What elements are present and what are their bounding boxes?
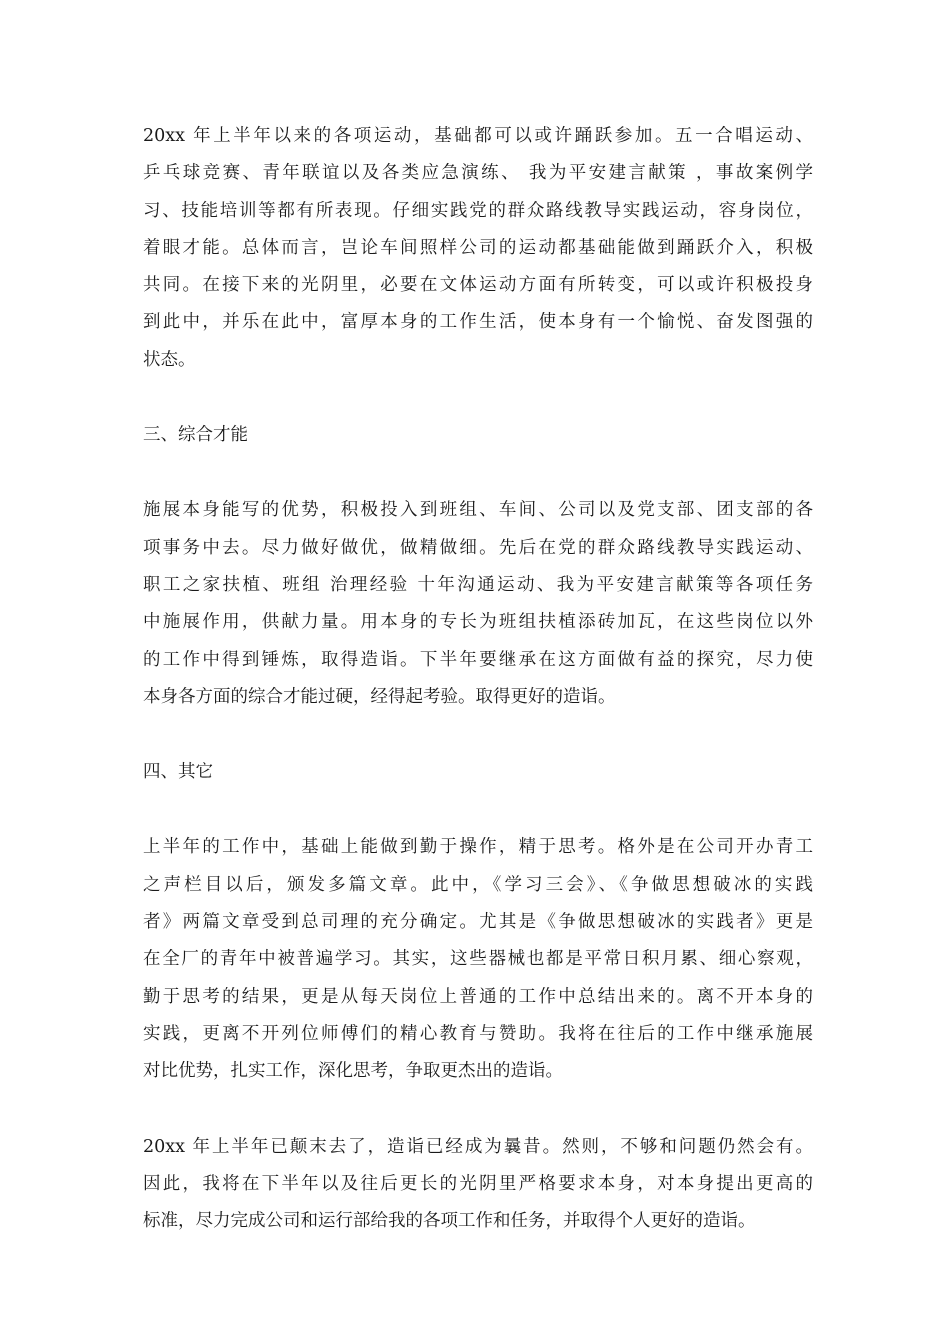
text-line: 中施展作用，供献力量。用本身的专长为班组扶植添砖加瓦，在这些岗位以外 <box>143 612 813 633</box>
document-page <box>143 118 813 1240</box>
text-line: 标准，尽力完成公司和运行部给我的各项工作和任务，并取得个人更好的造诣。 <box>143 1211 756 1232</box>
text-line: 实践，更离不开列位师傅们的精心教育与赞助。我将在往后的工作中继承施展 <box>143 1023 813 1044</box>
text-line: 项事务中去。尽力做好做优，做精做细。先后在党的群众路线教导实践运动、 <box>143 537 813 558</box>
text-line: 20xx 年上半年以来的各项运动，基础都可以或许踊跃参加。五一合唱运动、 <box>143 126 813 146</box>
text-line: 本身各方面的综合才能过硬，经得起考验。取得更好的造诣。 <box>143 686 616 707</box>
text-line: 的工作中得到锤炼，取得造诣。下半年要继承在这方面做有益的探究，尽力使 <box>143 649 813 670</box>
paragraph-abilities <box>143 492 813 716</box>
text-line: 对比优势，扎实工作，深化思考，争取更杰出的造诣。 <box>143 1061 563 1082</box>
paragraph-conclusion <box>143 1129 813 1241</box>
text-line: 勤于思考的结果，更是从每天岗位上普通的工作中总结出来的。离不开本身的 <box>143 986 813 1007</box>
text-line: 施展本身能写的优势，积极投入到班组、车间、公司以及党支部、团支部的各 <box>143 500 813 521</box>
text-line: 20xx 年上半年已颠末去了，造诣已经成为曩昔。然则，不够和问题仍然会有。 <box>143 1136 813 1157</box>
text-line: 着眼才能。总体而言，岂论车间照样公司的运动都基础能做到踊跃介入，积极 <box>143 237 813 258</box>
text-line: 职工之家扶植、班组 治理经验 十年沟通运动、我为平安建言献策等各项任务 <box>143 574 813 595</box>
text-line: 习、技能培训等都有所表现。仔细实践党的群众路线教导实践运动，容身岗位， <box>143 200 813 221</box>
section-heading-3 <box>143 417 813 454</box>
text-line: 状态。 <box>143 349 196 370</box>
text-line: 到此中，并乐在此中，富厚本身的工作生活，使本身有一个愉悦、奋发图强的 <box>143 312 813 333</box>
heading-text: 四、其它 <box>143 762 213 783</box>
text-line: 在全厂的青年中被普遍学习。其实，这些器械也都是平常日积月累、细心察观， <box>143 949 813 970</box>
text-line: 者》两篇文章受到总司理的充分确定。尤其是《争做思想破冰的实践者》更是 <box>143 912 813 933</box>
text-line: 上半年的工作中，基础上能做到勤于操作，精于思考。格外是在公司开办青工 <box>143 837 813 858</box>
text-line: 共同。在接下来的光阴里，必要在文体运动方面有所转变，可以或许积极投身 <box>143 275 813 296</box>
paragraph-activities <box>143 118 813 379</box>
text-line: 乒乓球竞赛、青年联谊以及各类应急演练、 我为平安建言献策 ，事故案例学 <box>143 163 813 184</box>
heading-text: 三、综合才能 <box>143 425 248 446</box>
text-line: 因此，我将在下半年以及往后更长的光阴里严格要求本身，对本身提出更高的 <box>143 1173 813 1194</box>
text-line: 之声栏目以后，颁发多篇文章。此中，《学习三会》、《争做思想破冰的实践 <box>143 874 813 895</box>
paragraph-other <box>143 829 813 1090</box>
section-heading-4 <box>143 754 813 791</box>
